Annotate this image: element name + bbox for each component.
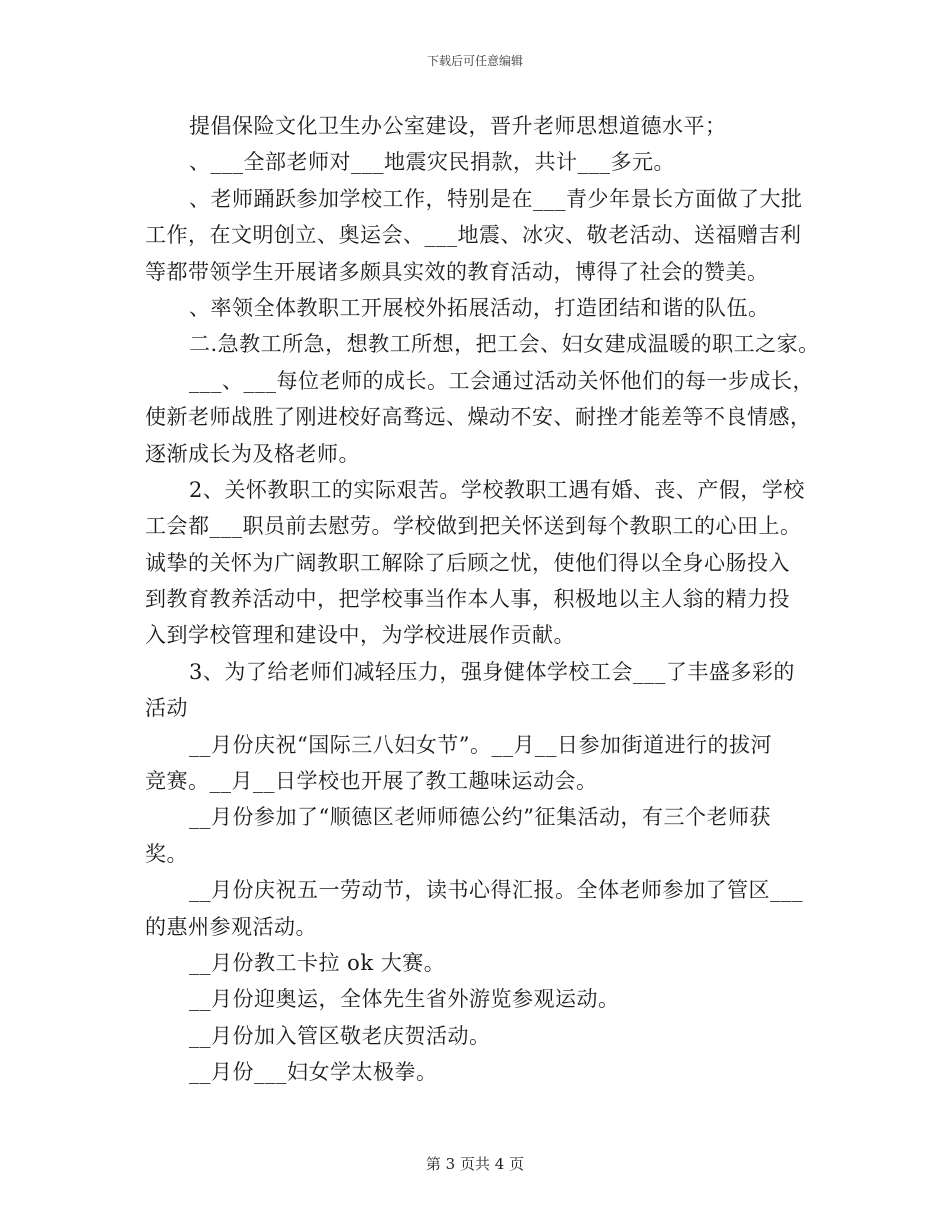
paragraph-line: __月份庆祝“国际三八妇女节”。__月__日参加街道进行的拔河 — [189, 732, 772, 757]
paragraph-line: __月份加入管区敬老庆贺活动。 — [189, 1023, 491, 1048]
paragraph-line: 等都带领学生开展诸多颇具实效的教育活动，博得了社会的赞美。 — [145, 259, 769, 284]
paragraph-line: 到教育教养活动中，把学校事当作本人事，积极地以主人翁的精力投 — [145, 587, 790, 612]
paragraph-line: 提倡保险文化卫生办公室建设，晋升老师思想道德水平； — [189, 114, 727, 138]
page-number-footer: 第 3 页共 4 页 — [425, 1155, 525, 1173]
paragraph-line: __月份参加了“顺德区老师师德公约”征集活动，有三个老师获 — [189, 805, 771, 830]
paragraph-line: __月份___妇女学太极拳。 — [189, 1060, 438, 1085]
paragraph-line: 的惠州参观活动。 — [145, 914, 317, 939]
paragraph-line: 竞赛。__月__日学校也开展了教工趣味运动会。 — [145, 769, 598, 794]
paragraph-line: 二.急教工所急，想教工所想，把工会、妇女建成温暖的职工之家。 — [189, 332, 820, 357]
paragraph-line: 入到学校管理和建设中，为学校进展作贡献。 — [145, 623, 575, 648]
paragraph-line: 3、为了给老师们减轻压力，强身健体学校工会___了丰盛多彩的 — [189, 659, 795, 684]
paragraph-line: 2、关怀教职工的实际艰苦。学校教职工遇有婚、丧、产假，学校 — [189, 477, 805, 502]
document-body — [145, 108, 825, 1091]
paragraph-line: 工作，在文明创立、奥运会、___地震、冰灾、敬老活动、送福赠吉利 — [145, 223, 802, 248]
paragraph-line: 逐渐成长为及格老师。 — [145, 441, 360, 466]
paragraph-line: __月份迎奥运，全体先生省外游览参观运动。 — [189, 987, 620, 1012]
page-header: 下载后可任意编辑 — [426, 54, 523, 68]
paragraph-line: 活动 — [145, 696, 188, 721]
paragraph-line: __月份庆祝五一劳动节，读书心得汇报。全体老师参加了管区___ — [189, 878, 803, 903]
paragraph-line: 、老师踊跃参加学校工作，特别是在___青少年景长方面做了大批 — [189, 186, 803, 211]
paragraph-line: __月份教工卡拉 ok 大赛。 — [189, 950, 446, 975]
paragraph-line: 、率领全体教职工开展校外拓展活动，打造团结和谐的队伍。 — [189, 295, 770, 320]
paragraph-line: 诚挚的关怀为广阔教职工解除了后顾之忧，使他们得以全身心肠投入 — [145, 550, 790, 575]
paragraph-line: 使新老师战胜了刚进校好高骛远、燥动不安、耐挫才能差等不良情感， — [145, 405, 812, 430]
paragraph-line: 、___全部老师对___地震灾民捐款，共计___多元。 — [189, 150, 675, 175]
paragraph-line: ___、___每位老师的成长。工会通过活动关怀他们的每一步成长， — [189, 368, 814, 393]
paragraph-line: 工会都___职员前去慰劳。学校做到把关怀送到每个教职工的心田上。 — [145, 514, 802, 539]
paragraph-line: 奖。 — [145, 841, 188, 866]
